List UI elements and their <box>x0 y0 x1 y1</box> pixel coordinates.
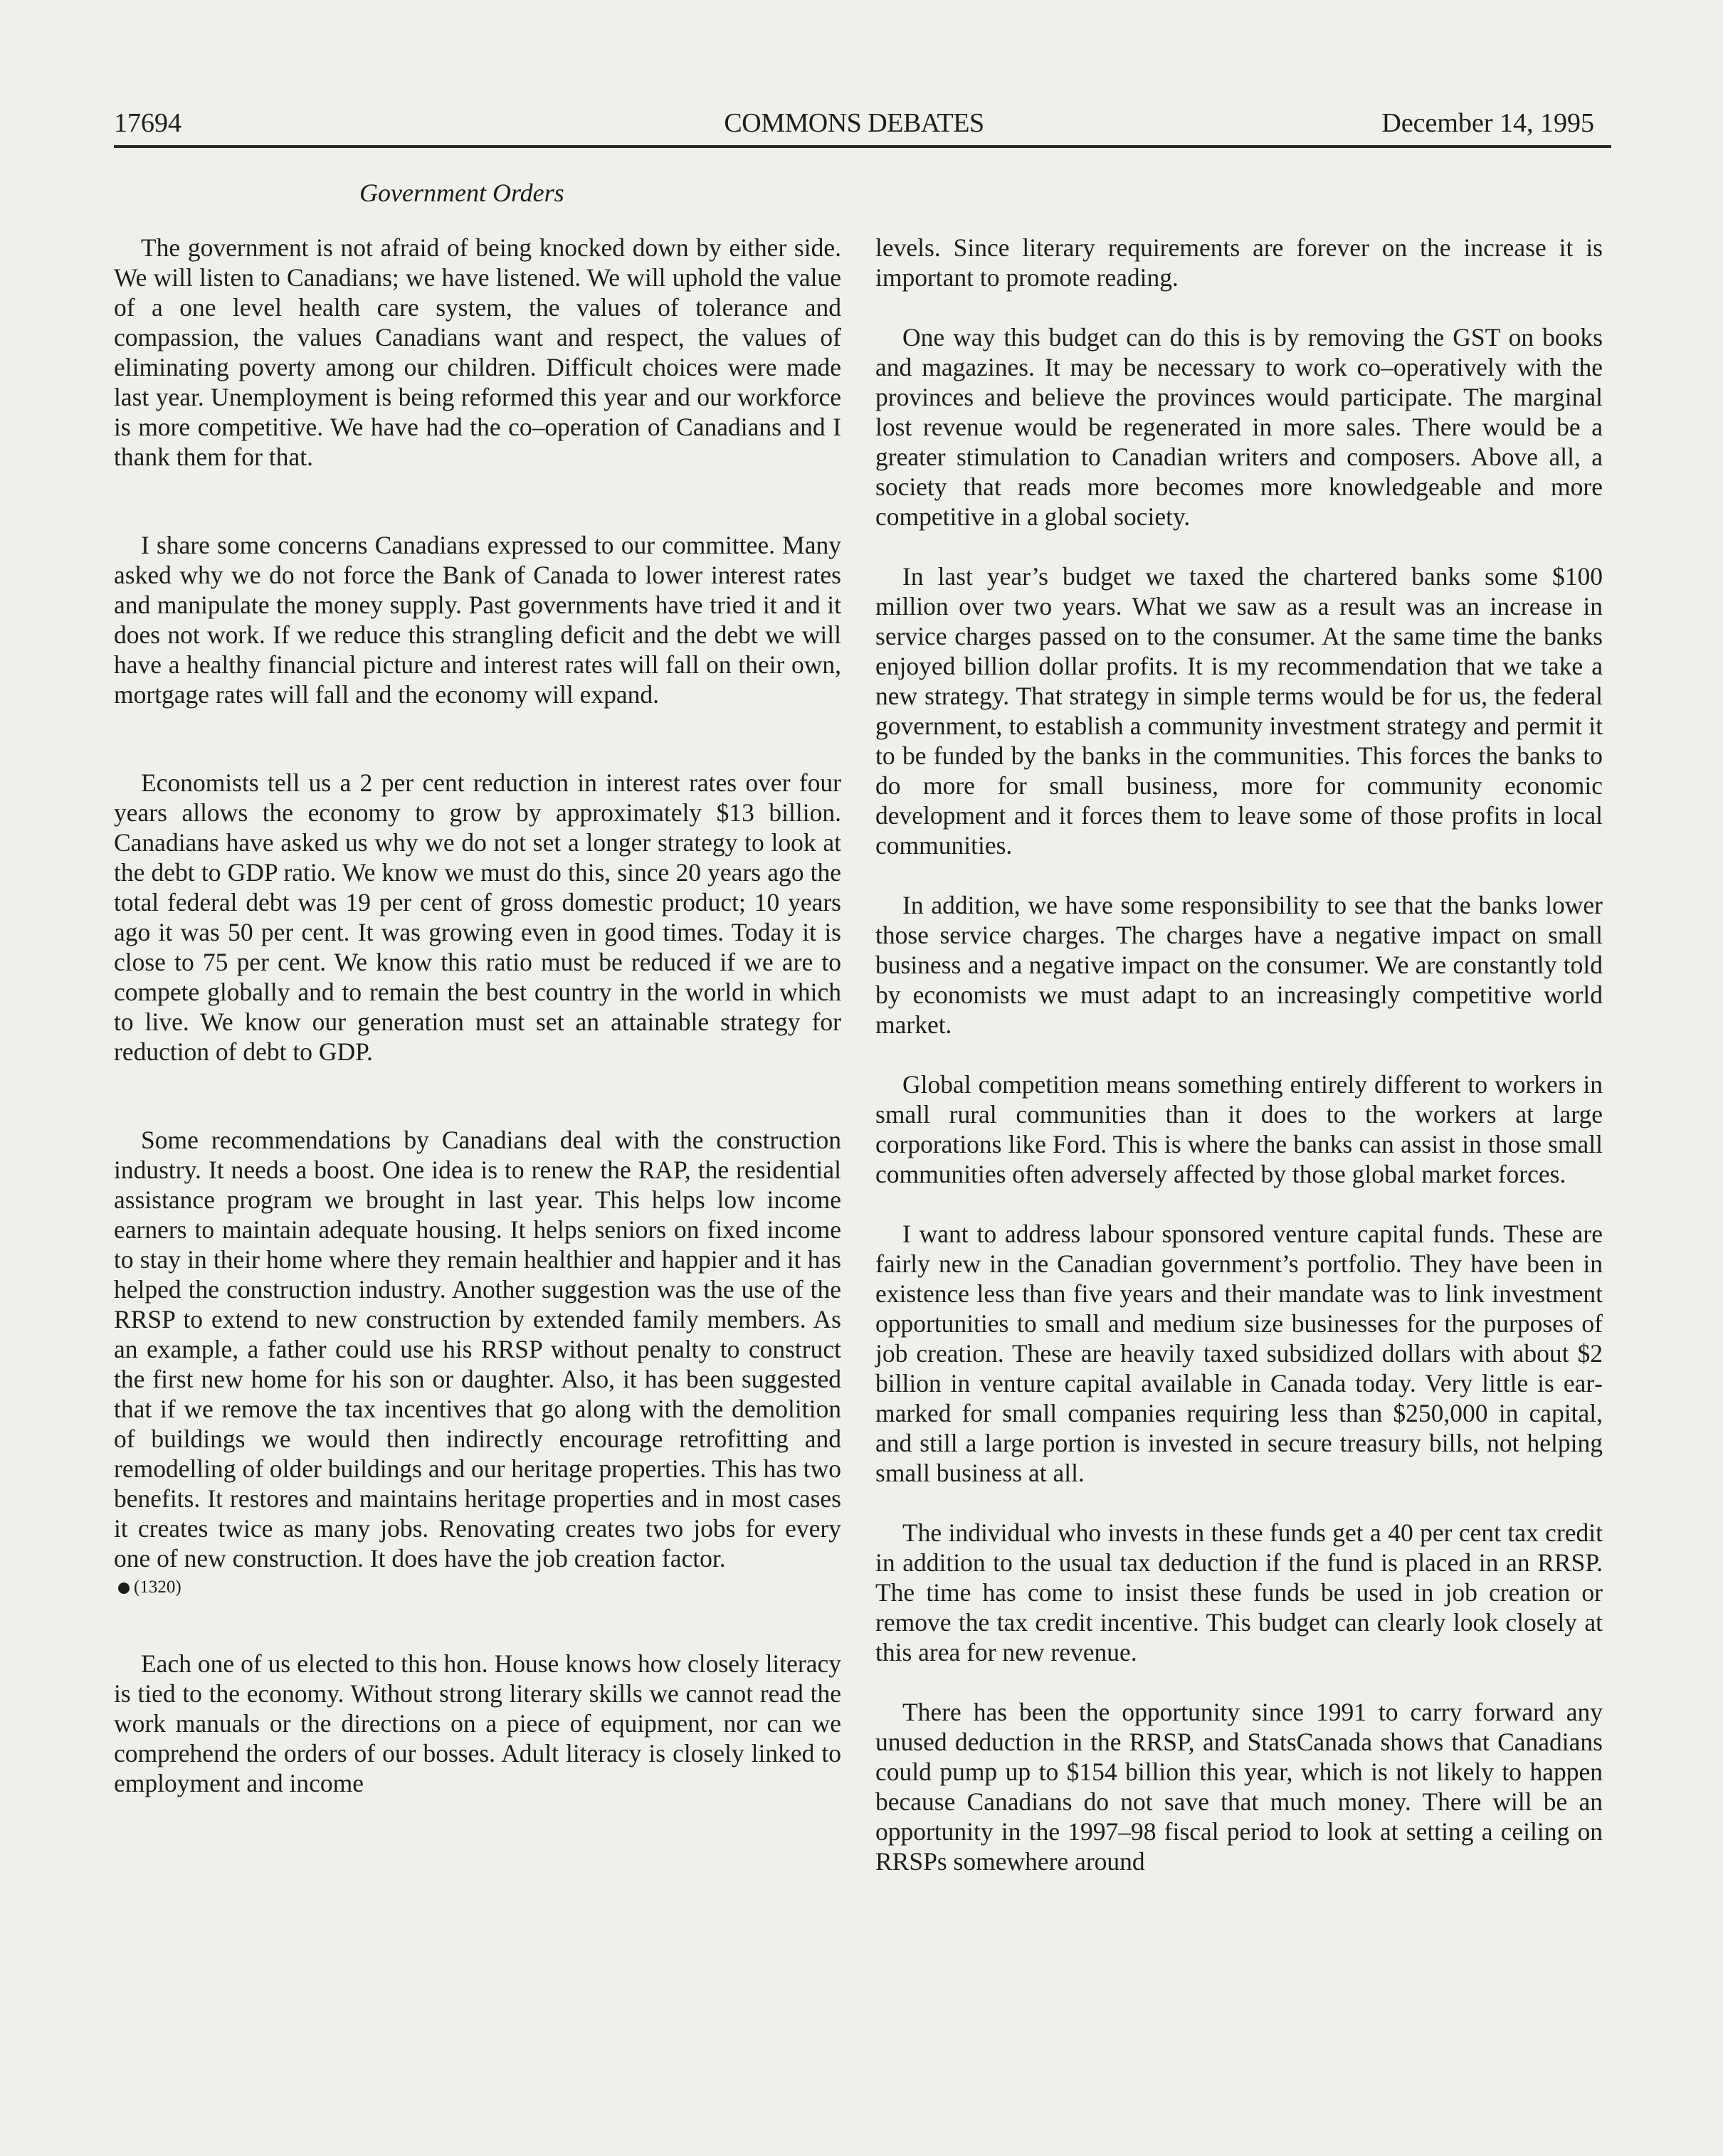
header-rule <box>114 145 1611 148</box>
paragraph: One way this budget can do this is by removing the GST on books and magazines. It may be necessary to work co–operatively with the provinces and believe the provinces would participate. The marginal lost revenue would be regenerated in more sales. There would be a greater stimulation to Canadian writers and composers. Above all, a society that reads more becomes more knowledgeable and more competitive in a global society. <box>875 323 1603 531</box>
publication-title: COMMONS DEBATES <box>724 108 984 138</box>
left-column <box>114 233 841 1798</box>
paragraph: In last year’s budget we taxed the chartered banks some $100 million over two years. What we saw as a result was an increase in service charges passed on to the consumer. At the same time the banks enjoyed billion dollar profits. It is my recommendation that we take a new strategy. That strategy in simple terms would be for us, the federal government, to establish a community investment strategy and permit it to be funded by the banks in the communities. This forces the banks to do more for small business, more for community economic development and it forces them to leave some of those profits in local communities. <box>875 562 1603 860</box>
bullet-icon <box>118 1582 130 1594</box>
paragraph: In addition, we have some responsibility to see that the banks lower those service charges. The charges have a negative impact on small business and a negative impact on the consumer. We are constantly told by economists we must adapt to an increasingly competitive world market. <box>875 891 1603 1039</box>
paragraph: There has been the opportunity since 1991 to carry forward any unused deduction in the RRSP, and StatsCanada shows that Canadians could pump up to $154 billion this year, which is not likely to happen because Canadians do not save that much money. There will be an opportunity in the 1997–98 fiscal period to look at setting a ceiling on RRSPs somewhere around <box>875 1698 1603 1876</box>
header-date: December 14, 1995 <box>1381 108 1594 138</box>
timestamp-marker <box>114 1573 841 1602</box>
paragraph: I share some concerns Canadians expressed to our committee. Many asked why we do not force the Bank of Canada to lower interest rates and manipulate the money supply. Past governments have tried it and it does not work. If we reduce this strangling deficit and the debt we will have a healthy financial picture and interest rates will fall on their own, mortgage rates will fall and the economy will expand. <box>114 531 841 709</box>
paragraph-continuation: levels. Since literary requirements are forever on the increase it is important to promote reading. <box>875 233 1603 292</box>
page-number: 17694 <box>114 108 181 138</box>
paragraph: I want to address labour sponsored venture capital funds. These are fairly new in the Canadian government’s portfolio. They have been in existence less than five years and their mandate was to link investment opportunities to small and medium size businesses for the purposes of job creation. These are heavily taxed subsidized dollars with about $2 billion in venture capital available in Canada today. Very little is earmarked for small companies requiring less than $250,000 in capital, and still a large portion is invested in secure treasury bills, not helping small business at all. <box>875 1220 1603 1487</box>
paragraph: Economists tell us a 2 per cent reduction in interest rates over four years allows the economy to grow by approximately $13 billion. Canadians have asked us why we do not set a longer strategy to look at the debt to GDP ratio. We know we must do this, since 20 years ago the total federal debt was 19 per cent of gross domestic product; 10 years ago it was 50 per cent. It was growing even in good times. Today it is close to 75 per cent. We know this ratio must be reduced if we are to compete globally and to remain the best country in the world in which to live. We know our generation must set an attainable strategy for reduction of debt to GDP. <box>114 768 841 1066</box>
page-header <box>114 105 1594 141</box>
right-column <box>875 233 1603 1876</box>
timestamp-text: (1320) <box>134 1578 181 1597</box>
paragraph: The individual who invests in these funds get a 40 per cent tax credit in addition to the usual tax deduction if the fund is placed in an RRSP. The time has come to insist these funds be used in job creation or remove the tax credit incentive. This budget can clearly look closely at this area for new revenue. <box>875 1518 1603 1666</box>
paragraph: Some recommendations by Canadians deal with the construction industry. It needs a boost. One idea is to renew the RAP, the residential assistance program we brought in last year. This helps low income earners to maintain adequate housing. It helps seniors on fixed income to stay in their home where they remain healthier and happier and it has helped the construction industry. Another suggestion was the use of the RRSP to extend to new construction by extended family members. As an example, a father could use his RRSP without penalty to construct the first new home for his son or daughter. Also, it has been suggested that if we remove the tax incentives that go along with the demolition of buildings we would then indirectly encourage retrofitting and remodelling of older buildings and our heritage properties. This has two benefits. It restores and maintains heritage properties and in most cases it creates twice as many jobs. Renovating creates two jobs for every one of new construction. It does have the job creation factor. <box>114 1126 841 1573</box>
paragraph: Each one of us elected to this hon. House knows how closely literacy is tied to the economy. Without strong literary skills we cannot read the work manuals or the directions on a piece of equipment, nor can we comprehend the orders of our bosses. Adult literacy is closely linked to employment and income <box>114 1649 841 1797</box>
paragraph: The government is not afraid of being knocked down by either side. We will listen to Canadians; we have listened. We will uphold the value of a one level health care system, the values of tolerance and compassion, the values Canadians want and respect, the values of eliminating poverty among our children. Difficult choices were made last year. Unemployment is being reformed this year and our workforce is more competitive. We have had the co–operation of Canadians and I thank them for that. <box>114 233 841 471</box>
section-title: Government Orders <box>359 179 564 207</box>
paragraph: Global competition means something entirely different to workers in small rural communities than it does to the workers at large corporations like Ford. This is where the banks can assist in those small communities often adversely affected by those global market forces. <box>875 1070 1603 1188</box>
